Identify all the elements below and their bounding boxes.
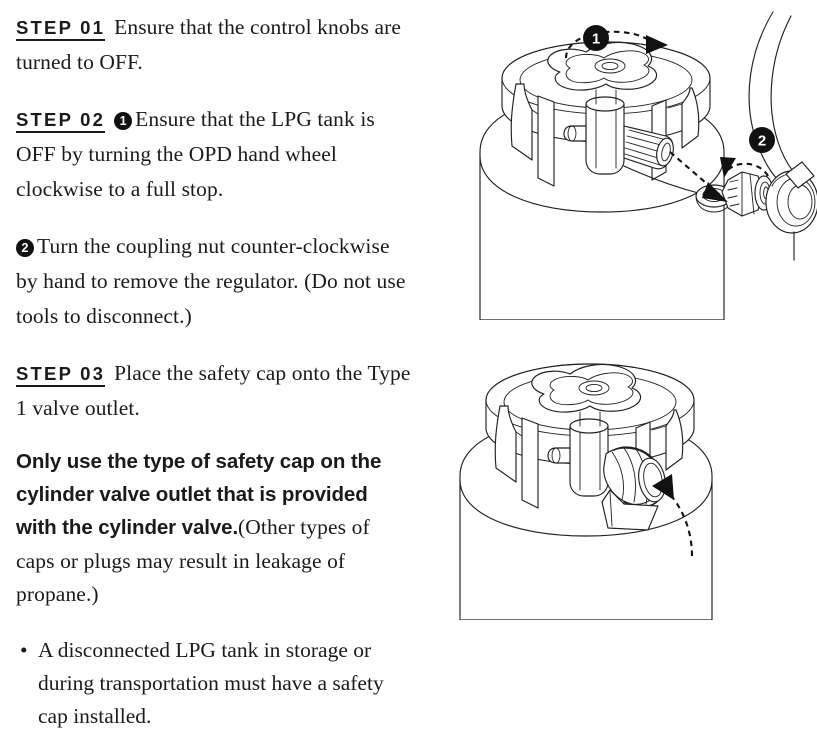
- figure-callout-1: [583, 25, 609, 51]
- step-01-label: STEP 01: [16, 17, 105, 41]
- safety-cap-warning: [16, 446, 412, 612]
- step-01-paragraph: [16, 10, 412, 80]
- notes-bullet-list: [16, 634, 412, 733]
- lpg-tank-safety-cap-illustration: [420, 330, 817, 620]
- warning-normal-text: (Other types of caps or plugs may result in leakage of propane.): [16, 515, 370, 606]
- list-item: [16, 634, 412, 733]
- callout-badge-2: 2: [16, 239, 34, 257]
- figure-callout-2-text: 2: [757, 132, 767, 150]
- regulator-assembly: [722, 162, 817, 260]
- figure-callout-2: [749, 127, 775, 153]
- callout-badge-1: 1: [114, 112, 132, 130]
- step-03-body: Place the safety cap onto the Type 1 valve outlet.: [16, 361, 411, 420]
- bullet-marker-icon: •: [20, 637, 28, 662]
- lpg-tank-regulator-removal-illustration: [420, 10, 817, 320]
- step-02-paragraph: [16, 102, 412, 207]
- step-03-paragraph: [16, 356, 412, 426]
- step-03-label: STEP 03: [16, 363, 105, 387]
- warning-bold-text: Only use the type of safety cap on the cylinder valve outlet that is provided with the cylinder valve.: [16, 450, 382, 539]
- step-02-label: STEP 02: [16, 109, 105, 133]
- bullet-text: A disconnected LPG tank in storage or during transportation must have a safety cap installed.: [38, 637, 384, 728]
- illustration-column: [420, 0, 817, 681]
- figure-callout-1-text: 1: [591, 30, 601, 48]
- step-02-substep-2-paragraph: [16, 229, 412, 334]
- step-02-substep-2-body: Turn the coupling nut counter-clockwise by hand to remove the regulator. (Do not use tools to disconnect.): [16, 234, 406, 328]
- step-01-body: Ensure that the control knobs are turned to OFF.: [16, 15, 402, 74]
- step-02-body: Ensure that the LPG tank is OFF by turning the OPD hand wheel clockwise to a full stop.: [16, 107, 375, 201]
